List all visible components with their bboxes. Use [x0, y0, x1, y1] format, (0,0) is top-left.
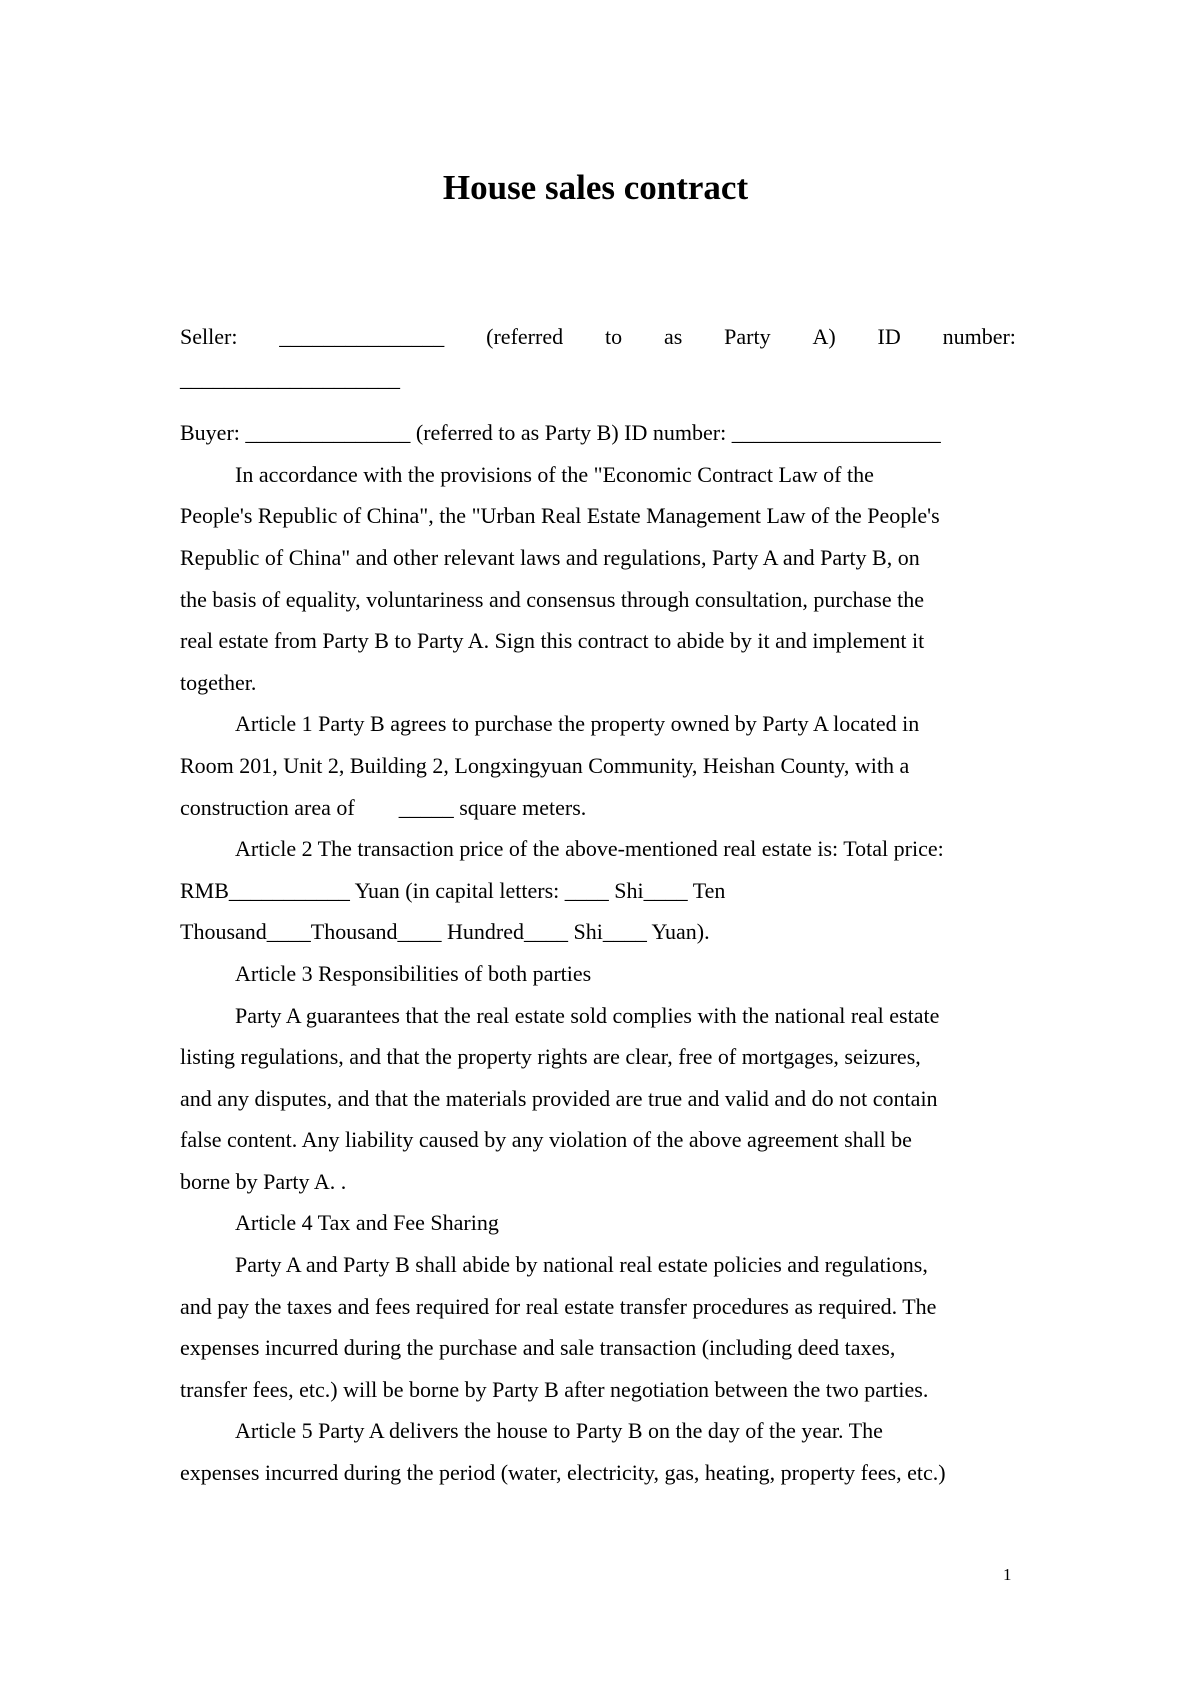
- paragraph-article-4-body: [180, 1244, 1016, 1410]
- spacer: [180, 399, 1016, 412]
- seller-word: to: [604, 324, 623, 349]
- text-line: People's Republic of China", the "Urban Real Estate Management Law of the People's: [180, 503, 940, 529]
- seller-word: number:: [942, 324, 1016, 349]
- text-line: expenses incurred during the period (water, electricity, gas, heating, property fees, etc.): [180, 1460, 946, 1486]
- seller-word: ID: [877, 324, 901, 349]
- text-line: Room 201, Unit 2, Building 2, Longxingyuan Community, Heishan County, with a: [180, 752, 910, 778]
- seller-word: as: [663, 324, 683, 349]
- text-line: and any disputes, and that the materials provided are true and valid and do not contain: [180, 1085, 938, 1111]
- paragraph-article-2: [180, 828, 1016, 953]
- text-line: Article 4 Tax and Fee Sharing: [235, 1210, 499, 1236]
- paragraph-preamble: [180, 454, 1016, 704]
- text-line: RMB___________ Yuan (in capital letters: ____ Shi____ Ten: [180, 877, 726, 903]
- paragraph-article-3-heading: [180, 953, 1016, 995]
- text-line: transfer fees, etc.) will be borne by Party B after negotiation between the two parties.: [180, 1376, 929, 1402]
- seller-word: Party: [724, 324, 771, 349]
- text-line: construction area of _____ square meters.: [180, 794, 587, 820]
- seller-line: [180, 316, 1016, 358]
- text-line: together.: [180, 669, 257, 695]
- text-line: Article 2 The transaction price of the above-mentioned real estate is: Total price:: [235, 836, 944, 862]
- seller-word: A): [812, 324, 836, 349]
- text-line: false content. Any liability caused by any violation of the above agreement shall be: [180, 1127, 912, 1153]
- text-line: Article 3 Responsibilities of both parties: [235, 960, 592, 986]
- paragraph-article-1: [180, 703, 1016, 828]
- seller-id-blank: ____________________: [180, 365, 400, 391]
- paragraph-article-4-heading: [180, 1202, 1016, 1244]
- text-line: expenses incurred during the purchase and sale transaction (including deed taxes,: [180, 1335, 896, 1361]
- paragraph-article-3-body: [180, 995, 1016, 1203]
- text-line: Article 5 Party A delivers the house to Party B on the day of the year. The: [235, 1418, 883, 1444]
- text-line: the basis of equality, voluntariness and consensus through consultation, purchase the: [180, 586, 924, 612]
- text-line: Republic of China" and other relevant laws and regulations, Party A and Party B, on: [180, 544, 920, 570]
- text-line: real estate from Party B to Party A. Sign this contract to abide by it and implement it: [180, 628, 925, 654]
- text-line: Party A and Party B shall abide by national real estate policies and regulations,: [235, 1252, 928, 1278]
- text-line: In accordance with the provisions of the "Economic Contract Law of the: [235, 461, 874, 487]
- document-body: [180, 316, 1016, 1494]
- text-line: Thousand____Thousand____ Hundred____ Shi____ Yuan).: [180, 919, 710, 945]
- text-line: Party A guarantees that the real estate sold complies with the national real estate: [235, 1002, 940, 1028]
- page-number: 1: [1003, 1565, 1012, 1584]
- text-line: and pay the taxes and fees required for real estate transfer procedures as required. The: [180, 1293, 937, 1319]
- buyer-line: Buyer: _______________ (referred to as Party B) ID number: ___________________: [180, 420, 941, 446]
- text-line: borne by Party A. .: [180, 1168, 347, 1194]
- seller-name-blank: _______________: [279, 324, 445, 349]
- paragraph-article-5: [180, 1410, 1016, 1493]
- seller-word: (referred: [486, 324, 564, 349]
- text-line: Article 1 Party B agrees to purchase the property owned by Party A located in: [235, 711, 920, 737]
- text-line: listing regulations, and that the property rights are clear, free of mortgages, seizures,: [180, 1044, 921, 1070]
- document-title: House sales contract: [442, 168, 749, 207]
- seller-label: Seller:: [180, 324, 238, 349]
